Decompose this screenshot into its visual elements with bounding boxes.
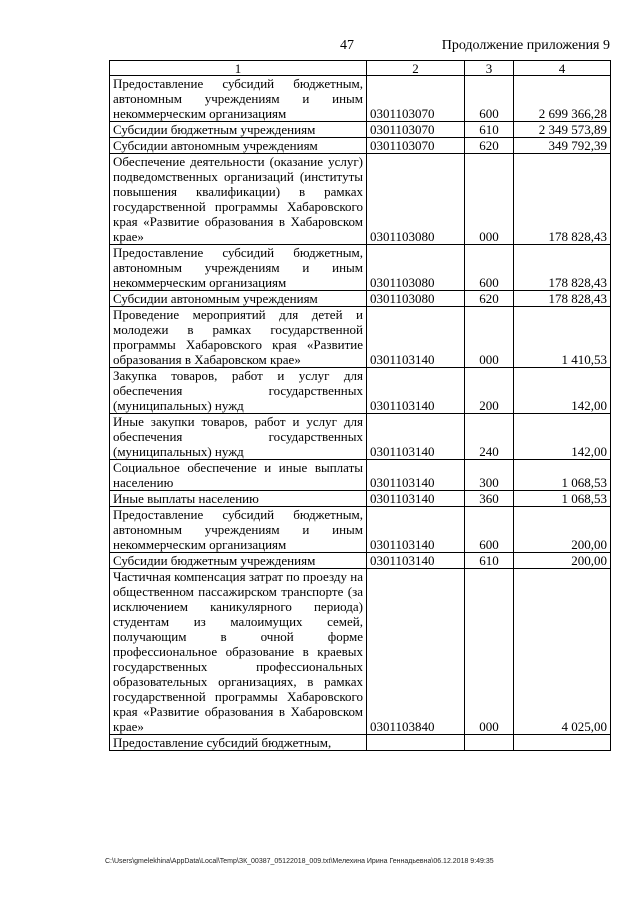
row-amount-cell: 4 025,00 bbox=[514, 569, 611, 735]
column-header: 2 bbox=[367, 61, 465, 76]
row-amount-cell: 178 828,43 bbox=[514, 291, 611, 307]
row-code-cell: 0301103080 bbox=[367, 245, 465, 291]
row-code-cell: 0301103140 bbox=[367, 553, 465, 569]
row-amount-cell: 2 349 573,89 bbox=[514, 122, 611, 138]
column-header: 4 bbox=[514, 61, 611, 76]
row-type-cell: 000 bbox=[465, 569, 514, 735]
table-row bbox=[110, 291, 611, 307]
row-name-cell: Частичная компенсация затрат по проезду на общественном пассажирском транспорте (за исключением каникулярного периода) студентам из малоимущих семей, получающим в очной форме профессиональное образование в краевых государственных профессиональных образовательных организациях, в рамках государственной программы Хабаровского края «Развитие образования в Хабаровском крае» bbox=[110, 569, 367, 735]
row-amount-cell: 1 068,53 bbox=[514, 460, 611, 491]
row-name-cell: Предоставление субсидий бюджетным, автономным учреждениям и иным некоммерческим организациям bbox=[110, 245, 367, 291]
table-row bbox=[110, 460, 611, 491]
row-type-cell: 620 bbox=[465, 138, 514, 154]
row-type-cell: 600 bbox=[465, 245, 514, 291]
table-row bbox=[110, 307, 611, 368]
row-type-cell: 000 bbox=[465, 307, 514, 368]
table-row bbox=[110, 553, 611, 569]
row-type-cell: 610 bbox=[465, 553, 514, 569]
row-type-cell: 600 bbox=[465, 76, 514, 122]
table-row bbox=[110, 491, 611, 507]
table-row bbox=[110, 368, 611, 414]
table-body bbox=[110, 76, 611, 751]
table-row bbox=[110, 154, 611, 245]
row-name-cell: Иные выплаты населению bbox=[110, 491, 367, 507]
row-type-cell: 300 bbox=[465, 460, 514, 491]
row-code-cell: 0301103080 bbox=[367, 154, 465, 245]
row-name-cell: Предоставление субсидий бюджетным, автономным учреждениям и иным некоммерческим организациям bbox=[110, 76, 367, 122]
row-name-cell: Социальное обеспечение и иные выплаты населению bbox=[110, 460, 367, 491]
row-code-cell: 0301103140 bbox=[367, 507, 465, 553]
empty-cell bbox=[514, 735, 611, 751]
appendix-caption: Продолжение приложения 9 bbox=[441, 38, 610, 53]
row-amount-cell: 142,00 bbox=[514, 414, 611, 460]
row-type-cell: 200 bbox=[465, 368, 514, 414]
row-amount-cell: 200,00 bbox=[514, 507, 611, 553]
column-header: 3 bbox=[465, 61, 514, 76]
row-name-cell: Проведение мероприятий для детей и молодежи в рамках государственной программы Хабаровского края «Развитие образования в Хабаровском крае» bbox=[110, 307, 367, 368]
table-row-continued bbox=[110, 735, 611, 751]
row-name-cell: Субсидии автономным учреждениям bbox=[110, 138, 367, 154]
empty-cell bbox=[367, 735, 465, 751]
row-code-cell: 0301103080 bbox=[367, 291, 465, 307]
row-name-cell: Обеспечение деятельности (оказание услуг) подведомственных организаций (институты повышения квалификации) в рамках государственной программы Хабаровского края «Развитие образования в Хабаровском крае» bbox=[110, 154, 367, 245]
table-row bbox=[110, 414, 611, 460]
row-amount-cell: 142,00 bbox=[514, 368, 611, 414]
table-row bbox=[110, 138, 611, 154]
row-code-cell: 0301103140 bbox=[367, 460, 465, 491]
row-name-cell: Субсидии бюджетным учреждениям bbox=[110, 553, 367, 569]
table-row bbox=[110, 569, 611, 735]
row-amount-cell: 349 792,39 bbox=[514, 138, 611, 154]
row-code-cell: 0301103140 bbox=[367, 414, 465, 460]
table-row bbox=[110, 76, 611, 122]
row-name-cell: Иные закупки товаров, работ и услуг для обеспечения государственных (муниципальных) нужд bbox=[110, 414, 367, 460]
row-type-cell: 620 bbox=[465, 291, 514, 307]
row-code-cell: 0301103070 bbox=[367, 138, 465, 154]
table-row bbox=[110, 507, 611, 553]
column-header: 1 bbox=[110, 61, 367, 76]
row-code-cell: 0301103140 bbox=[367, 491, 465, 507]
row-name-cell: Предоставление субсидий бюджетным, автономным учреждениям и иным некоммерческим организациям bbox=[110, 507, 367, 553]
row-amount-cell: 178 828,43 bbox=[514, 245, 611, 291]
row-amount-cell: 1 410,53 bbox=[514, 307, 611, 368]
row-code-cell: 0301103070 bbox=[367, 122, 465, 138]
row-amount-cell: 1 068,53 bbox=[514, 491, 611, 507]
table-row bbox=[110, 122, 611, 138]
row-amount-cell: 2 699 366,28 bbox=[514, 76, 611, 122]
row-name-cell: Предоставление субсидий бюджетным, bbox=[110, 735, 367, 751]
row-code-cell: 0301103070 bbox=[367, 76, 465, 122]
table-header-row bbox=[110, 61, 611, 76]
row-type-cell: 240 bbox=[465, 414, 514, 460]
row-name-cell: Закупка товаров, работ и услуг для обеспечения государственных (муниципальных) нужд bbox=[110, 368, 367, 414]
row-name-cell: Субсидии автономным учреждениям bbox=[110, 291, 367, 307]
row-amount-cell: 178 828,43 bbox=[514, 154, 611, 245]
row-type-cell: 610 bbox=[465, 122, 514, 138]
table-row bbox=[110, 245, 611, 291]
row-code-cell: 0301103140 bbox=[367, 307, 465, 368]
row-type-cell: 000 bbox=[465, 154, 514, 245]
row-type-cell: 600 bbox=[465, 507, 514, 553]
empty-cell bbox=[465, 735, 514, 751]
budget-table bbox=[109, 60, 611, 751]
page-number: 47 bbox=[340, 38, 354, 53]
row-type-cell: 360 bbox=[465, 491, 514, 507]
row-code-cell: 0301103140 bbox=[367, 368, 465, 414]
row-amount-cell: 200,00 bbox=[514, 553, 611, 569]
row-name-cell: Субсидии бюджетным учреждениям bbox=[110, 122, 367, 138]
file-path-footer: C:\Users\gmelekhina\AppData\Local\Temp\ЗК_00387_05122018_009.txt\Мелехина Ирина Геннадьевна\06.12.2018 9:49:35 bbox=[105, 858, 494, 865]
row-code-cell: 0301103840 bbox=[367, 569, 465, 735]
